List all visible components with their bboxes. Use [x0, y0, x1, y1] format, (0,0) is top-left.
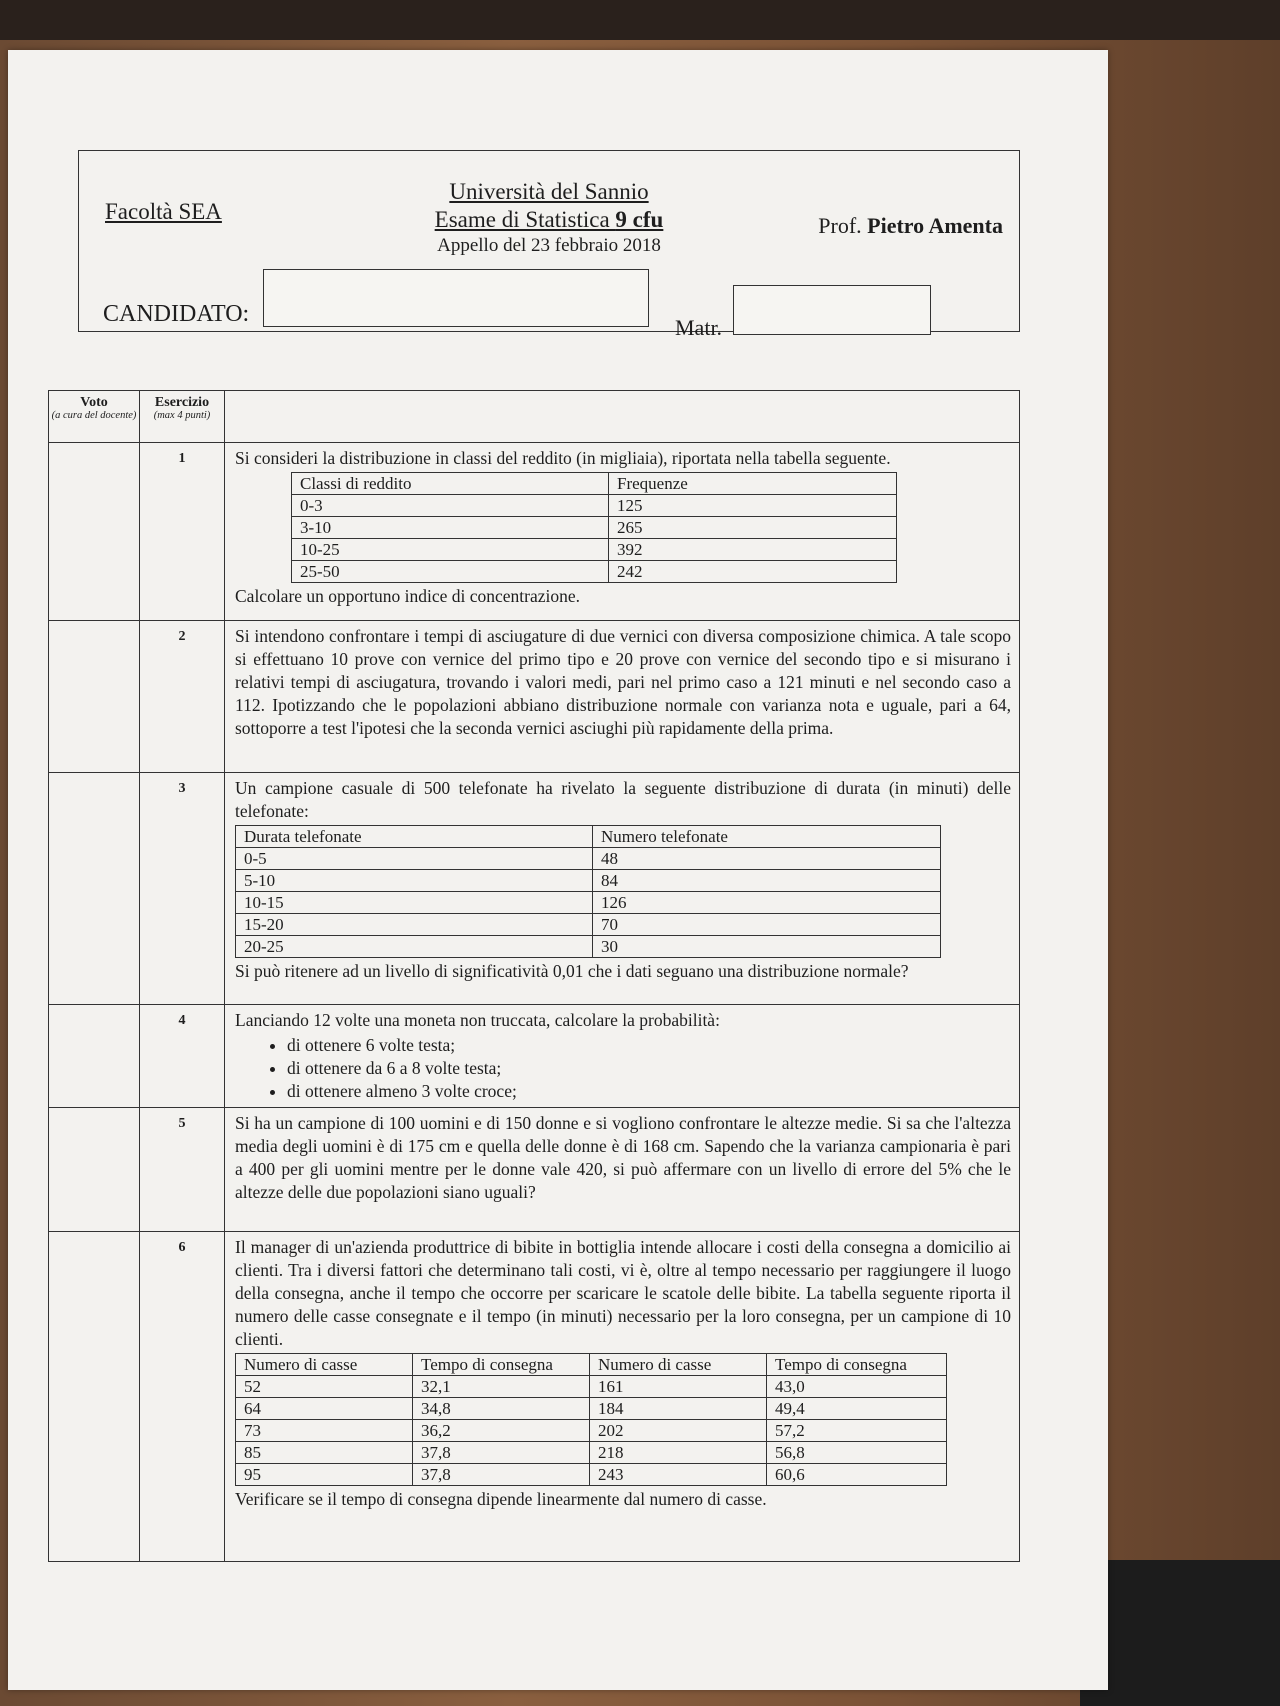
exam-sheet	[8, 50, 1108, 1690]
table-cell: 218	[590, 1442, 767, 1464]
exercise-row	[49, 1108, 1020, 1232]
table-cell: 70	[593, 914, 941, 936]
table-cell: 126	[593, 892, 941, 914]
call-duration-table	[235, 825, 941, 958]
exercise-row	[49, 773, 1020, 1005]
table-header: Numero di casse	[590, 1354, 767, 1376]
grade-cell[interactable]	[49, 1005, 140, 1108]
exercise-table	[48, 390, 1020, 1562]
income-table	[291, 472, 897, 583]
desk-edge	[0, 0, 1280, 40]
table-header: Classi di reddito	[292, 473, 609, 495]
table-cell: 32,1	[413, 1376, 590, 1398]
matriculation-label: Matr.	[675, 315, 723, 340]
exercise-prompt: Si consideri la distribuzione in classi del reddito (in migliaia), riportata nella tabella seguente.	[235, 448, 891, 468]
grade-cell[interactable]	[49, 1232, 140, 1562]
grade-cell[interactable]	[49, 773, 140, 1005]
table-cell: 30	[593, 936, 941, 958]
candidate-name-box[interactable]	[263, 269, 649, 327]
grade-cell[interactable]	[49, 443, 140, 621]
table-cell: 37,8	[413, 1442, 590, 1464]
exercise-number: 2	[140, 621, 225, 773]
floor-shadow	[1080, 1560, 1280, 1706]
table-cell: 265	[609, 517, 897, 539]
table-cell: 392	[609, 539, 897, 561]
exam-title: Esame di Statistica 9 cfu	[434, 207, 664, 232]
exercise-number: 4	[140, 1005, 225, 1108]
exercise-text: Si ha un campione di 100 uomini e di 150 donne e si vogliono confrontare le altezze medie. Si sa che l'altezza media degli uomini è di 175 cm e quella delle donne è di 168 cm. Sapendo che la varianza campionaria è pari a 400 per gli uomini mentre per le donne vale 420, si può affermare con un livello di errore del 5% che le altezze delle due popolazioni siano uguali?	[225, 1108, 1020, 1232]
exercise-number: 1	[140, 443, 225, 621]
table-cell: 10-15	[236, 892, 593, 914]
exercise-row	[49, 443, 1020, 621]
delivery-table	[235, 1353, 947, 1486]
exercise-prompt: Il manager di un'azienda produttrice di bibite in bottiglia intende allocare i costi della consegna a domicilio ai clienti. Tra i diversi fattori che determinano tali costi, vi è, oltre al tempo necessario per raggiungere il luogo della consegna, anche il tempo che occorre per scaricare le scatole delle bibite. La tabella seguente riporta il numero delle casse consegnate e il tempo (in minuti) necessario per la loro consegna, per un campione di 10 clienti.	[235, 1237, 1011, 1349]
table-cell: 37,8	[413, 1464, 590, 1486]
exercise-question: Verificare se il tempo di consegna dipende linearmente dal numero di casse.	[235, 1489, 767, 1509]
grade-cell[interactable]	[49, 1108, 140, 1232]
table-cell: 15-20	[236, 914, 593, 936]
exercise-number: 5	[140, 1108, 225, 1232]
grade-cell[interactable]	[49, 621, 140, 773]
exercise-text	[225, 443, 1020, 621]
table-cell: 3-10	[292, 517, 609, 539]
table-cell: 202	[590, 1420, 767, 1442]
table-cell: 20-25	[236, 936, 593, 958]
voto-header: Voto (a cura del docente)	[49, 391, 140, 443]
exercise-text	[225, 1005, 1020, 1108]
table-cell: 95	[236, 1464, 413, 1486]
table-header: Tempo di consegna	[413, 1354, 590, 1376]
table-cell: 10-25	[292, 539, 609, 561]
table-cell: 0-5	[236, 848, 593, 870]
exercise-question: Calcolare un opportuno indice di concentrazione.	[235, 586, 581, 606]
exercise-prompt: Lanciando 12 volte una moneta non truccata, calcolare la probabilità:	[235, 1010, 720, 1030]
table-header: Frequenze	[609, 473, 897, 495]
exercise-text	[225, 1232, 1020, 1562]
table-header: Durata telefonate	[236, 826, 593, 848]
exercise-row	[49, 621, 1020, 773]
table-cell: 84	[593, 870, 941, 892]
university-name: Università del Sannio	[449, 179, 649, 204]
table-header: Numero di casse	[236, 1354, 413, 1376]
table-cell: 34,8	[413, 1398, 590, 1420]
table-cell: 125	[609, 495, 897, 517]
table-cell: 36,2	[413, 1420, 590, 1442]
table-cell: 49,4	[767, 1398, 947, 1420]
exercise-prompt: Un campione casuale di 500 telefonate ha rivelato la seguente distribuzione di durata (in minuti) delle telefonate:	[235, 778, 1011, 821]
table-cell: 5-10	[236, 870, 593, 892]
list-item: • di ottenere almeno 3 volte croce;	[287, 1080, 1011, 1103]
exercise-number: 6	[140, 1232, 225, 1562]
exam-header	[78, 150, 1020, 340]
table-cell: 161	[590, 1376, 767, 1398]
table-cell: 52	[236, 1376, 413, 1398]
table-cell: 43,0	[767, 1376, 947, 1398]
esercizio-header: Esercizio (max 4 punti)	[140, 391, 225, 443]
table-cell: 184	[590, 1398, 767, 1420]
table-cell: 243	[590, 1464, 767, 1486]
table-cell: 48	[593, 848, 941, 870]
table-cell: 64	[236, 1398, 413, 1420]
table-header: Tempo di consegna	[767, 1354, 947, 1376]
table-header: Numero telefonate	[593, 826, 941, 848]
professor-name: Prof. Pietro Amenta	[818, 213, 1003, 238]
exercise-question: Si può ritenere ad un livello di significatività 0,01 che i dati seguano una distribuzione normale?	[235, 961, 909, 981]
matriculation-box[interactable]	[733, 285, 931, 335]
exercise-row	[49, 1005, 1020, 1108]
list-item: • di ottenere 6 volte testa;	[287, 1034, 1011, 1057]
exercise-row	[49, 1232, 1020, 1562]
table-cell: 25-50	[292, 561, 609, 583]
table-cell: 73	[236, 1420, 413, 1442]
faculty-label: Facoltà SEA	[105, 199, 222, 224]
exercise-number: 3	[140, 773, 225, 1005]
candidate-label: CANDIDATO:	[103, 301, 250, 327]
table-cell: 56,8	[767, 1442, 947, 1464]
probability-list	[265, 1034, 1011, 1103]
table-cell: 85	[236, 1442, 413, 1464]
header-spacer	[225, 391, 1020, 443]
exercise-text	[225, 773, 1020, 1005]
table-cell: 60,6	[767, 1464, 947, 1486]
table-cell: 0-3	[292, 495, 609, 517]
exam-session: Appello del 23 febbraio 2018	[437, 235, 661, 256]
exercise-text: Si intendono confrontare i tempi di asciugature di due vernici con diversa composizione chimica. A tale scopo si effettuano 10 prove con vernice del primo tipo e 20 prove con vernice del secondo tipo e si misurano i relativi tempi di asciugatura, trovando i valori medi, pari nel primo caso a 121 minuti e nel secondo caso a 112. Ipotizzando che le popolazioni abbiano distribuzione normale con varianza nota e uguale, pari a 64, sottoporre a test l'ipotesi che la seconda vernici asciughi più rapidamente della prima.	[225, 621, 1020, 773]
table-cell: 242	[609, 561, 897, 583]
table-cell: 57,2	[767, 1420, 947, 1442]
list-item: • di ottenere da 6 a 8 volte testa;	[287, 1057, 1011, 1080]
